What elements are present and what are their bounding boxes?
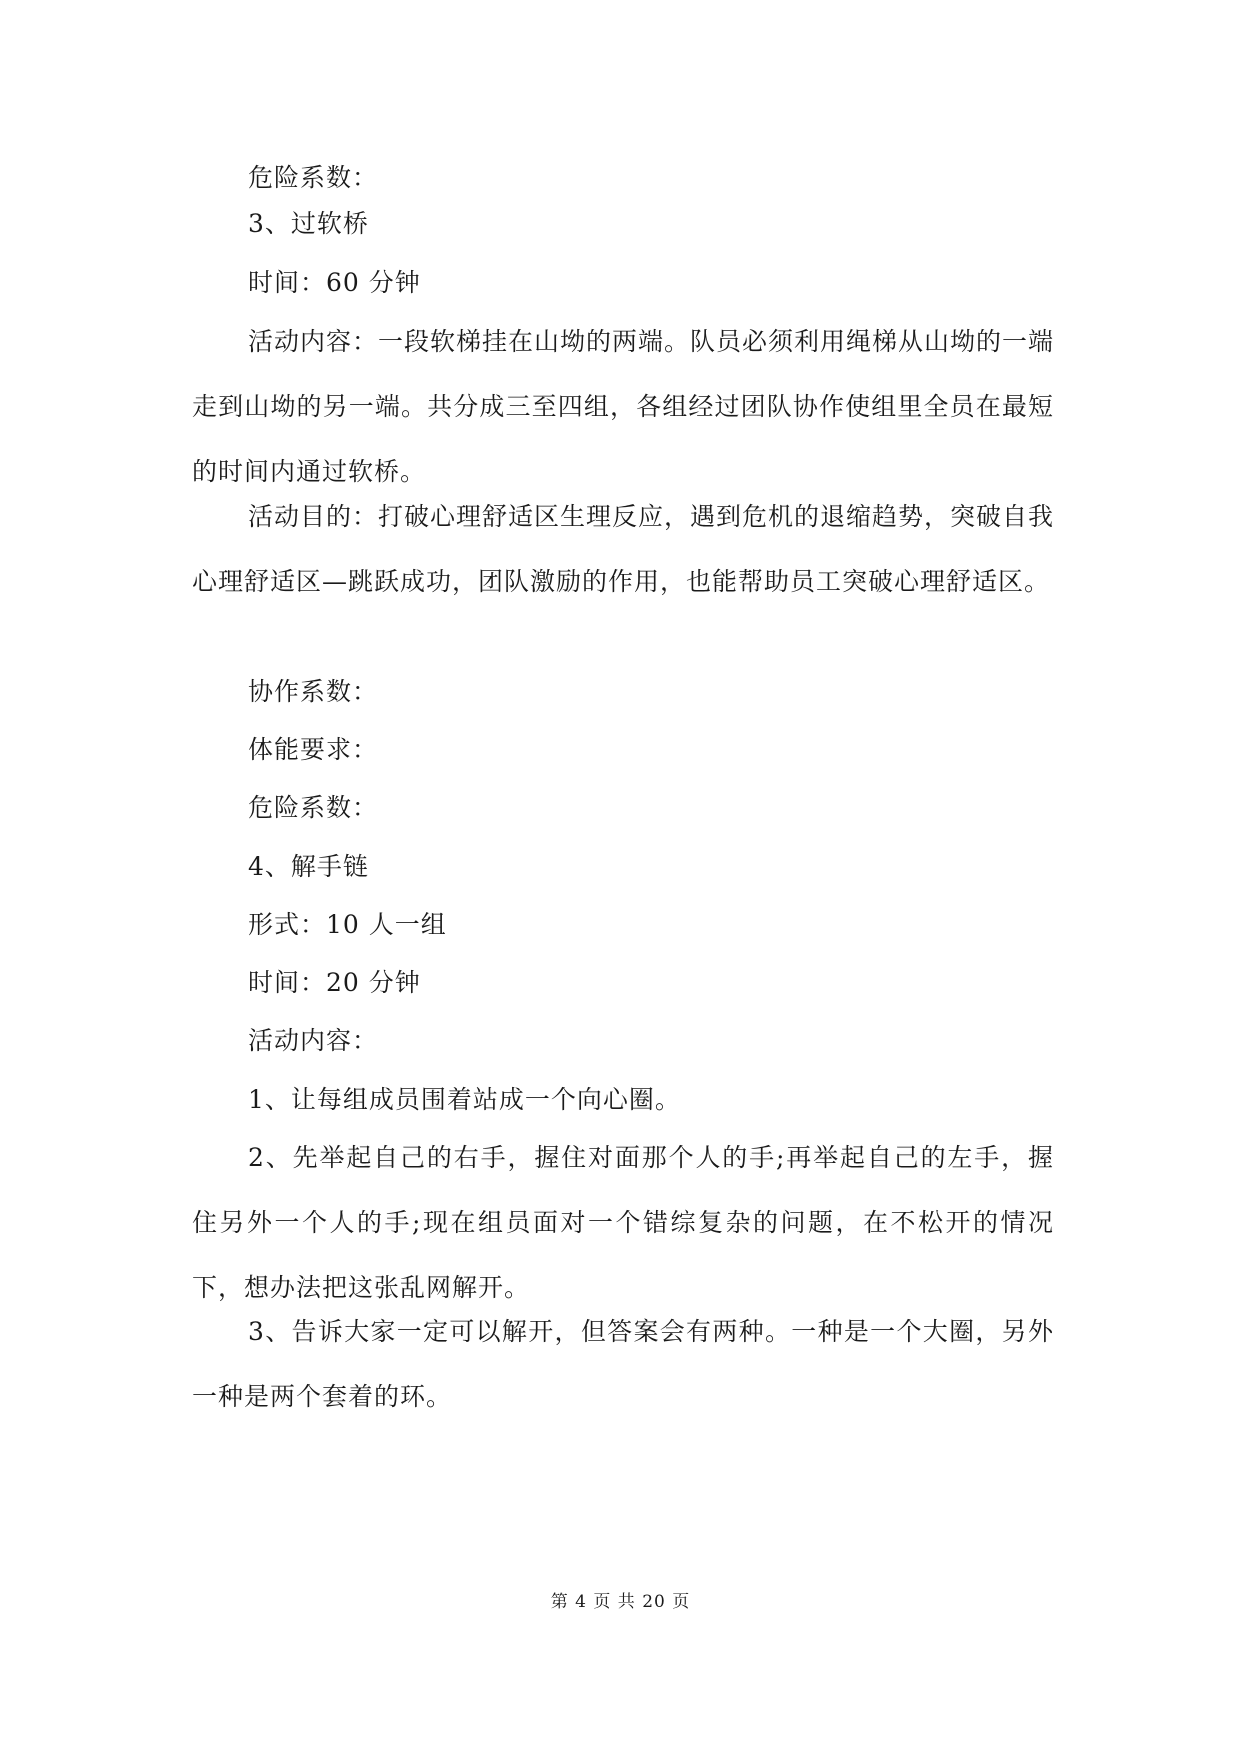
paragraph-format: 形式：10 人一组 xyxy=(248,910,447,939)
list-item-step-3: 3、告诉大家一定可以解开，但答案会有两种。一种是一个大圈，另外一种是两个套着的环。 xyxy=(192,1317,1054,1411)
paragraph-activity-content-1: 活动内容：一段软梯挂在山坳的两端。队员必须利用绳梯从山坳的一端走到山坳的另一端。共分成三至四组，各组经过团队协作使组里全员在最短的时间内通过软桥。 xyxy=(192,327,1055,486)
paragraph-activity-content-2: 活动内容： xyxy=(248,1026,379,1055)
paragraph-cooperation-coefficient: 协作系数： xyxy=(248,677,379,706)
paragraph-fitness-requirement: 体能要求： xyxy=(248,735,379,764)
heading-soft-bridge: 3、过软桥 xyxy=(248,209,369,238)
paragraph-time-60: 时间：60 分钟 xyxy=(248,268,421,297)
list-item-step-1: 1、让每组成员围着站成一个向心圈。 xyxy=(248,1085,681,1114)
page-footer: 第 4 页 共 20 页 xyxy=(550,1592,691,1612)
paragraph-danger-coefficient-2: 危险系数： xyxy=(248,793,379,822)
paragraph-time-20: 时间：20 分钟 xyxy=(248,968,421,997)
paragraph-activity-goal: 活动目的：打破心理舒适区生理反应，遇到危机的退缩趋势，突破自我心理舒适区—跳跃成功，团队激励的作用，也能帮助员工突破心理舒适区。 xyxy=(192,502,1055,596)
heading-untangle-hands: 4、解手链 xyxy=(248,852,369,881)
list-item-step-2: 2、先举起自己的右手，握住对面那个人的手;再举起自己的左手，握住另外一个人的手;现在组员面对一个错综复杂的问题，在不松开的情况下，想办法把这张乱网解开。 xyxy=(192,1143,1054,1302)
paragraph-danger-coefficient-1: 危险系数： xyxy=(248,163,379,192)
